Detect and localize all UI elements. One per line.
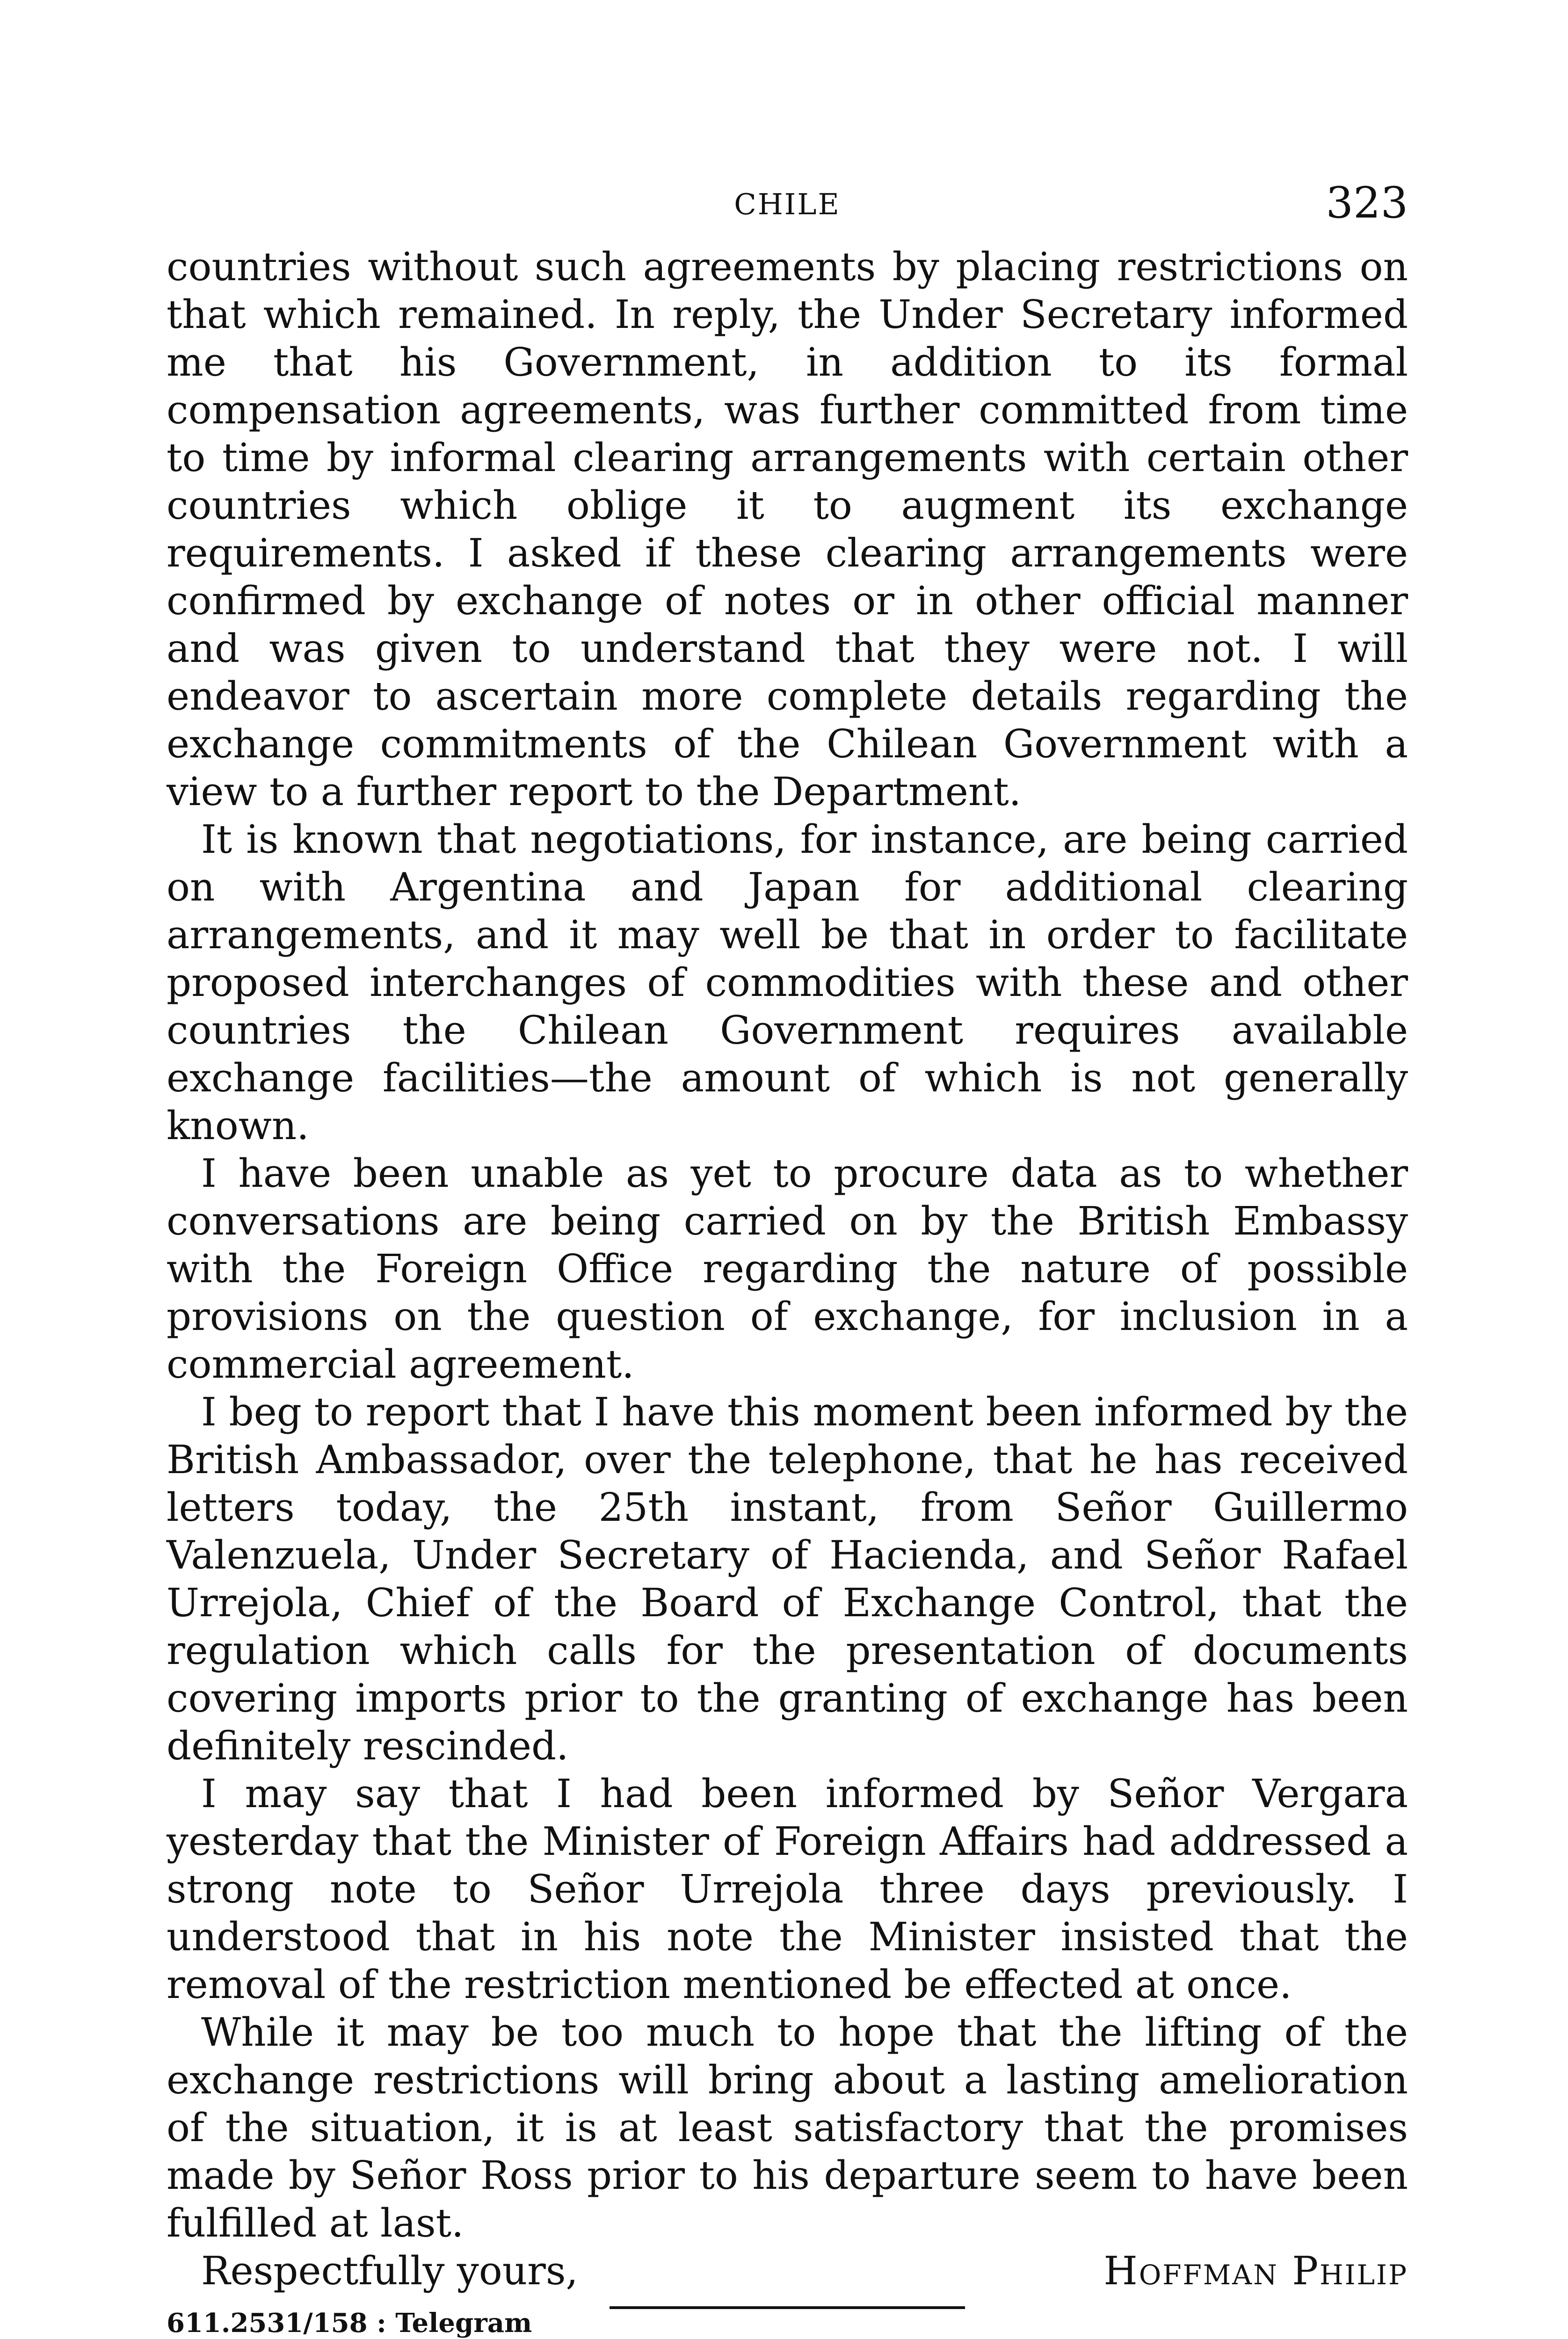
signature: Hoffman Philip	[1103, 2248, 1408, 2294]
page-number: 323	[1326, 178, 1408, 228]
paragraph: While it may be too much to hope that the lifting of the exchange restrictions will bring about a lasting amelioration of the situation, it is at least satisfactory that the promises made by Señor Ross prior to his departure seem to have been fulfilled at last.	[167, 2010, 1408, 2246]
page-header	[167, 178, 1408, 243]
file-reference: 611.2531/158 : Telegram	[167, 2308, 532, 2339]
paragraph: countries without such agreements by placing restrictions on that which remained. In reply, the Under Secretary informed me that his Government, in addition to its formal compensation agreements, was further committed from time to time by informal clearing arrangements with certain other countries which oblige it to augment its exchange requirements. I asked if these clearing arrangements were confirmed by exchange of notes or in other official manner and was given to understand that they were not. I will endeavor to ascertain more complete details regarding the exchange commitments of the Chilean Government with a view to a further report to the Department.	[167, 244, 1408, 814]
paragraph: I may say that I had been informed by Señor Vergara yesterday that the Minister of Foreign Affairs had addressed a strong note to Señor Urrejola three days previously. I understood that in his note the Minister insisted that the removal of the restriction mentioned be effected at once.	[167, 1771, 1408, 2007]
running-head: CHILE	[734, 187, 841, 221]
letter-closing	[167, 2247, 1408, 2295]
letter-body	[167, 243, 1408, 2247]
page-content	[167, 178, 1408, 2339]
paragraph: I beg to report that I have this moment been informed by the British Ambassador, over the telephone, that he has received letters today, the 25th instant, from Señor Guillermo Valenzuela, Under Secretary of Hacienda, and Señor Rafael Urrejola, Chief of the Board of Exchange Control, that the regulation which calls for the presentation of documents covering imports prior to the granting of exchange has been definitely rescinded.	[167, 1389, 1408, 1769]
paragraph: It is known that negotiations, for instance, are being carried on with Argentina and Japan for additional clearing arrangements, and it may well be that in order to facilitate proposed interchanges of commodities with these and other countries the Chilean Government requires available exchange facilities—the amount of which is not generally known.	[167, 817, 1408, 1148]
salutation: Respectfully yours,	[201, 2248, 578, 2294]
paragraph: I have been unable as yet to procure data as to whether conversations are being carried on by the British Embassy with the Foreign Office regarding the nature of possible provisions on the question of exchange, for inclusion in a commercial agreement.	[167, 1151, 1408, 1387]
